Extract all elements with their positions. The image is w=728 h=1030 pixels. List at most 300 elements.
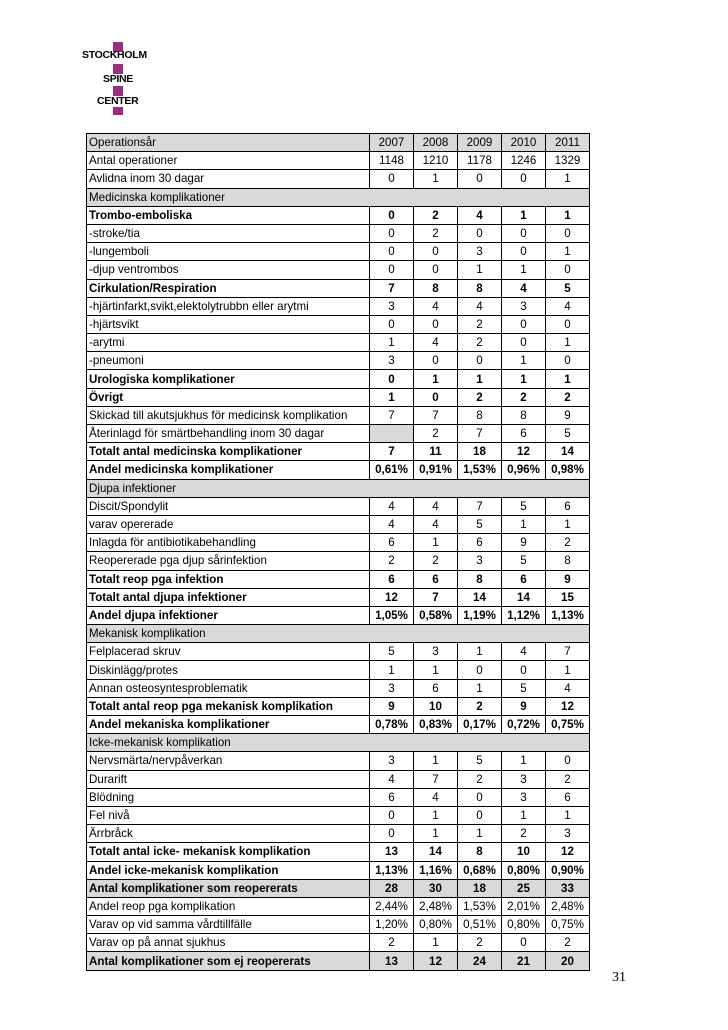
row-label: Annan osteosyntesproblematik	[87, 679, 370, 697]
table-row	[87, 643, 590, 661]
row-value: 4	[370, 497, 414, 515]
row-value: 10	[414, 697, 458, 715]
row-label: Totalt reop pga infektion	[87, 570, 370, 588]
header-year: 2009	[458, 134, 502, 152]
row-value: 0	[546, 315, 590, 333]
row-label: -pneumoni	[87, 352, 370, 370]
table-row	[87, 243, 590, 261]
row-value: 12	[414, 952, 458, 970]
row-value: 1148	[370, 152, 414, 170]
row-value: 0,68%	[458, 861, 502, 879]
row-value: 1246	[502, 152, 546, 170]
page-number: 31	[612, 970, 626, 985]
row-value: 2,48%	[414, 897, 458, 915]
row-value: 4	[502, 643, 546, 661]
section-header-row	[87, 625, 590, 643]
table-row	[87, 679, 590, 697]
row-value: 2,44%	[370, 897, 414, 915]
table-row	[87, 806, 590, 824]
row-value: 4	[414, 788, 458, 806]
row-label: Antal operationer	[87, 152, 370, 170]
row-value: 7	[414, 406, 458, 424]
row-value: 2	[414, 552, 458, 570]
row-value: 6	[546, 497, 590, 515]
row-value: 0,61%	[370, 461, 414, 479]
row-value: 9	[546, 406, 590, 424]
row-value: 25	[502, 879, 546, 897]
row-value: 2	[546, 534, 590, 552]
row-value: 30	[414, 879, 458, 897]
row-label: -lungemboli	[87, 243, 370, 261]
row-value: 0	[458, 352, 502, 370]
section-label: Medicinska komplikationer	[87, 188, 590, 206]
row-value: 5	[458, 515, 502, 533]
table-row	[87, 206, 590, 224]
row-value: 21	[502, 952, 546, 970]
row-value: 2	[458, 315, 502, 333]
table-row	[87, 788, 590, 806]
row-value: 1	[546, 243, 590, 261]
row-value: 1,05%	[370, 606, 414, 624]
row-value: 1	[370, 661, 414, 679]
row-value: 1	[546, 661, 590, 679]
row-value: 0	[370, 370, 414, 388]
row-value: 8	[458, 570, 502, 588]
row-value: 1	[546, 206, 590, 224]
row-value: 1	[502, 752, 546, 770]
row-label: Totalt antal icke- mekanisk komplikation	[87, 843, 370, 861]
row-value: 1,13%	[370, 861, 414, 879]
row-value: 0	[458, 788, 502, 806]
row-value: 0,90%	[546, 861, 590, 879]
row-value: 14	[502, 588, 546, 606]
table-row	[87, 934, 590, 952]
row-value: 3	[458, 243, 502, 261]
row-value: 8	[502, 406, 546, 424]
row-value: 12	[546, 843, 590, 861]
row-value: 0	[414, 243, 458, 261]
table-row	[87, 697, 590, 715]
row-value: 0	[546, 752, 590, 770]
row-value: 2	[546, 388, 590, 406]
table-row	[87, 606, 590, 624]
row-value: 1210	[414, 152, 458, 170]
row-label: Totalt antal medicinska komplikationer	[87, 443, 370, 461]
row-value: 3	[370, 679, 414, 697]
table-row	[87, 552, 590, 570]
row-value: 1,13%	[546, 606, 590, 624]
table-row	[87, 897, 590, 915]
table-row	[87, 152, 590, 170]
row-value: 4	[502, 279, 546, 297]
row-value: 6	[502, 570, 546, 588]
row-value: 3	[502, 788, 546, 806]
row-value: 1	[414, 370, 458, 388]
row-label: Andel djupa infektioner	[87, 606, 370, 624]
row-value: 4	[414, 515, 458, 533]
row-label: Inlagda för antibiotikabehandling	[87, 534, 370, 552]
row-value: 4	[458, 297, 502, 315]
row-value: 6	[502, 425, 546, 443]
section-label: Djupa infektioner	[87, 479, 590, 497]
row-value: 1	[546, 515, 590, 533]
row-value: 0,98%	[546, 461, 590, 479]
row-label: Blödning	[87, 788, 370, 806]
row-value: 0	[414, 261, 458, 279]
row-value: 1	[502, 352, 546, 370]
table-row	[87, 425, 590, 443]
row-value: 4	[370, 515, 414, 533]
row-label: -stroke/tia	[87, 224, 370, 242]
logo-bar-bottom	[113, 107, 123, 115]
row-value: 9	[502, 697, 546, 715]
row-value: 1	[546, 170, 590, 188]
row-value: 1	[458, 643, 502, 661]
row-label: Varav op på annat sjukhus	[87, 934, 370, 952]
table-header-row	[87, 134, 590, 152]
row-label: -djup ventrombos	[87, 261, 370, 279]
row-value: 13	[370, 843, 414, 861]
row-value: 2	[458, 770, 502, 788]
row-value: 0	[458, 170, 502, 188]
table-row	[87, 388, 590, 406]
row-value: 9	[546, 570, 590, 588]
complications-table	[86, 133, 590, 971]
row-value: 1	[502, 370, 546, 388]
section-label: Icke-mekanisk komplikation	[87, 734, 590, 752]
row-value: 3	[546, 825, 590, 843]
row-label: Andel reop pga komplikation	[87, 897, 370, 915]
row-value: 14	[458, 588, 502, 606]
table-row	[87, 224, 590, 242]
table-row	[87, 879, 590, 897]
row-value: 1	[502, 261, 546, 279]
row-value: 2	[458, 697, 502, 715]
row-value: 3	[502, 770, 546, 788]
row-value: 1	[546, 806, 590, 824]
row-value: 12	[546, 697, 590, 715]
row-label: Reopererade pga djup sårinfektion	[87, 552, 370, 570]
row-value: 1	[370, 334, 414, 352]
row-value: 28	[370, 879, 414, 897]
row-label: Totalt antal reop pga mekanisk komplikation	[87, 697, 370, 715]
stockholm-spine-center-logo	[80, 40, 160, 115]
logo-word-center: CENTER	[97, 95, 139, 107]
table-row	[87, 752, 590, 770]
row-value: 1	[414, 534, 458, 552]
row-value: 0	[502, 315, 546, 333]
row-value: 0	[546, 261, 590, 279]
table-row	[87, 770, 590, 788]
row-value: 18	[458, 443, 502, 461]
row-value: 7	[546, 643, 590, 661]
row-value: 7	[458, 497, 502, 515]
row-value: 14	[546, 443, 590, 461]
row-value: 1178	[458, 152, 502, 170]
row-value: 0	[502, 224, 546, 242]
row-value: 5	[502, 497, 546, 515]
row-label: Andel medicinska komplikationer	[87, 461, 370, 479]
row-value: 2	[546, 770, 590, 788]
row-value: 0	[414, 315, 458, 333]
row-value: 0,75%	[546, 716, 590, 734]
row-value: 0,58%	[414, 606, 458, 624]
row-value: 1	[458, 261, 502, 279]
row-value: 0	[546, 352, 590, 370]
row-value: 1	[414, 825, 458, 843]
table-row	[87, 170, 590, 188]
row-label: Andel icke-mekanisk komplikation	[87, 861, 370, 879]
row-value: 6	[414, 679, 458, 697]
table-row	[87, 861, 590, 879]
row-value: 0	[502, 661, 546, 679]
row-value: 4	[414, 497, 458, 515]
row-value: 1	[414, 934, 458, 952]
table-row	[87, 443, 590, 461]
row-value: 0	[370, 206, 414, 224]
row-value: 7	[370, 406, 414, 424]
row-value: 4	[414, 334, 458, 352]
row-value: 2	[458, 388, 502, 406]
row-label: Nervsmärta/nervpåverkan	[87, 752, 370, 770]
row-label: Återinlagd för smärtbehandling inom 30 dagar	[87, 425, 370, 443]
row-value: 1,53%	[458, 461, 502, 479]
row-label: Diskinlägg/protes	[87, 661, 370, 679]
logo-word-spine: SPINE	[103, 73, 134, 85]
row-value: 0	[414, 352, 458, 370]
row-value: 9	[370, 697, 414, 715]
row-value: 0,80%	[502, 861, 546, 879]
row-value: 20	[546, 952, 590, 970]
table-row	[87, 916, 590, 934]
row-value: 0	[370, 261, 414, 279]
row-value: 1	[546, 370, 590, 388]
row-value	[370, 425, 414, 443]
row-value: 0,83%	[414, 716, 458, 734]
row-value: 0,96%	[502, 461, 546, 479]
row-value: 3	[414, 643, 458, 661]
row-value: 0,72%	[502, 716, 546, 734]
table-row	[87, 406, 590, 424]
table-row	[87, 352, 590, 370]
row-value: 6	[370, 534, 414, 552]
row-value: 7	[414, 588, 458, 606]
row-value: 0,91%	[414, 461, 458, 479]
row-label: Totalt antal djupa infektioner	[87, 588, 370, 606]
row-value: 1	[502, 515, 546, 533]
table-row	[87, 297, 590, 315]
row-label: Trombo-emboliska	[87, 206, 370, 224]
row-value: 2	[502, 388, 546, 406]
row-label: Skickad till akutsjukhus för medicinsk komplikation	[87, 406, 370, 424]
section-label: Mekanisk komplikation	[87, 625, 590, 643]
row-value: 2	[414, 224, 458, 242]
row-value: 1	[458, 825, 502, 843]
row-value: 0	[502, 170, 546, 188]
row-value: 0	[502, 243, 546, 261]
row-value: 2,48%	[546, 897, 590, 915]
table-row	[87, 825, 590, 843]
row-value: 4	[370, 770, 414, 788]
row-value: 1	[502, 206, 546, 224]
row-value: 11	[414, 443, 458, 461]
table-row	[87, 716, 590, 734]
row-value: 5	[546, 279, 590, 297]
row-value: 14	[414, 843, 458, 861]
table-row	[87, 570, 590, 588]
row-value: 1	[414, 752, 458, 770]
row-value: 6	[414, 570, 458, 588]
row-value: 7	[370, 443, 414, 461]
row-value: 7	[458, 425, 502, 443]
row-value: 1	[414, 170, 458, 188]
row-value: 5	[546, 425, 590, 443]
row-label: Fel nivå	[87, 806, 370, 824]
row-value: 0,51%	[458, 916, 502, 934]
row-value: 18	[458, 879, 502, 897]
row-label: Varav op vid samma vårdtillfälle	[87, 916, 370, 934]
row-value: 0	[370, 224, 414, 242]
table-row	[87, 334, 590, 352]
row-value: 0	[502, 334, 546, 352]
row-value: 33	[546, 879, 590, 897]
row-label: varav opererade	[87, 515, 370, 533]
row-value: 3	[370, 352, 414, 370]
row-value: 3	[458, 552, 502, 570]
row-value: 1	[370, 388, 414, 406]
row-label: Övrigt	[87, 388, 370, 406]
row-value: 1	[458, 679, 502, 697]
row-value: 1,53%	[458, 897, 502, 915]
row-value: 5	[458, 752, 502, 770]
section-header-row	[87, 734, 590, 752]
section-header-row	[87, 188, 590, 206]
row-value: 1,20%	[370, 916, 414, 934]
row-value: 0	[502, 934, 546, 952]
row-value: 6	[370, 788, 414, 806]
row-value: 1,16%	[414, 861, 458, 879]
row-value: 1	[458, 370, 502, 388]
table-row	[87, 261, 590, 279]
row-value: 2	[458, 334, 502, 352]
row-value: 2	[458, 934, 502, 952]
row-value: 0,80%	[414, 916, 458, 934]
row-label: -arytmi	[87, 334, 370, 352]
row-value: 15	[546, 588, 590, 606]
row-value: 2	[546, 934, 590, 952]
row-value: 4	[546, 679, 590, 697]
header-year: 2010	[502, 134, 546, 152]
row-value: 4	[546, 297, 590, 315]
row-value: 6	[370, 570, 414, 588]
row-label: Ärrbråck	[87, 825, 370, 843]
row-value: 0	[370, 825, 414, 843]
row-value: 8	[458, 279, 502, 297]
row-value: 4	[458, 206, 502, 224]
table-row	[87, 843, 590, 861]
header-year: 2007	[370, 134, 414, 152]
row-value: 13	[370, 952, 414, 970]
row-value: 8	[458, 843, 502, 861]
row-value: 3	[502, 297, 546, 315]
row-label: Antal komplikationer som ej reopererats	[87, 952, 370, 970]
row-value: 2	[370, 552, 414, 570]
row-value: 5	[502, 552, 546, 570]
table-row	[87, 534, 590, 552]
row-value: 1	[414, 806, 458, 824]
row-label: -hjärtsvikt	[87, 315, 370, 333]
row-label: -hjärtinfarkt,svikt,elektolytrubbn eller arytmi	[87, 297, 370, 315]
row-value: 6	[458, 534, 502, 552]
table-row	[87, 515, 590, 533]
row-value: 12	[370, 588, 414, 606]
row-label: Andel mekaniska komplikationer	[87, 716, 370, 734]
row-label: Avlidna inom 30 dagar	[87, 170, 370, 188]
row-label: Durarift	[87, 770, 370, 788]
row-value: 8	[458, 406, 502, 424]
row-value: 2	[414, 206, 458, 224]
logo-word-stockholm: STOCKHOLM	[82, 49, 147, 61]
row-value: 0,17%	[458, 716, 502, 734]
row-value: 5	[502, 679, 546, 697]
row-value: 2	[502, 825, 546, 843]
row-value: 2	[414, 425, 458, 443]
table-row	[87, 461, 590, 479]
row-label: Antal komplikationer som reopererats	[87, 879, 370, 897]
table-row	[87, 279, 590, 297]
row-value: 2	[370, 934, 414, 952]
section-header-row	[87, 479, 590, 497]
row-value: 7	[370, 279, 414, 297]
row-value: 0	[414, 388, 458, 406]
row-value: 12	[502, 443, 546, 461]
row-value: 3	[370, 297, 414, 315]
header-year: 2011	[546, 134, 590, 152]
row-label: Urologiska komplikationer	[87, 370, 370, 388]
row-value: 1	[546, 334, 590, 352]
table-row	[87, 370, 590, 388]
row-value: 0	[370, 243, 414, 261]
row-label: Felplacerad skruv	[87, 643, 370, 661]
row-label: Discit/Spondylit	[87, 497, 370, 515]
row-value: 7	[414, 770, 458, 788]
table-row	[87, 588, 590, 606]
row-label: Cirkulation/Respiration	[87, 279, 370, 297]
row-value: 1	[502, 806, 546, 824]
row-value: 0	[370, 806, 414, 824]
header-label: Operationsår	[87, 134, 370, 152]
row-value: 1	[414, 661, 458, 679]
row-value: 0,80%	[502, 916, 546, 934]
row-value: 0	[370, 170, 414, 188]
row-value: 10	[502, 843, 546, 861]
table-row	[87, 497, 590, 515]
row-value: 0,75%	[546, 916, 590, 934]
table-row	[87, 315, 590, 333]
row-value: 0	[546, 224, 590, 242]
row-value: 9	[502, 534, 546, 552]
row-value: 0	[370, 315, 414, 333]
row-value: 1329	[546, 152, 590, 170]
row-value: 0	[458, 806, 502, 824]
row-value: 6	[546, 788, 590, 806]
row-value: 8	[414, 279, 458, 297]
row-value: 24	[458, 952, 502, 970]
row-value: 2,01%	[502, 897, 546, 915]
row-value: 4	[414, 297, 458, 315]
row-value: 0	[458, 224, 502, 242]
table-row	[87, 661, 590, 679]
